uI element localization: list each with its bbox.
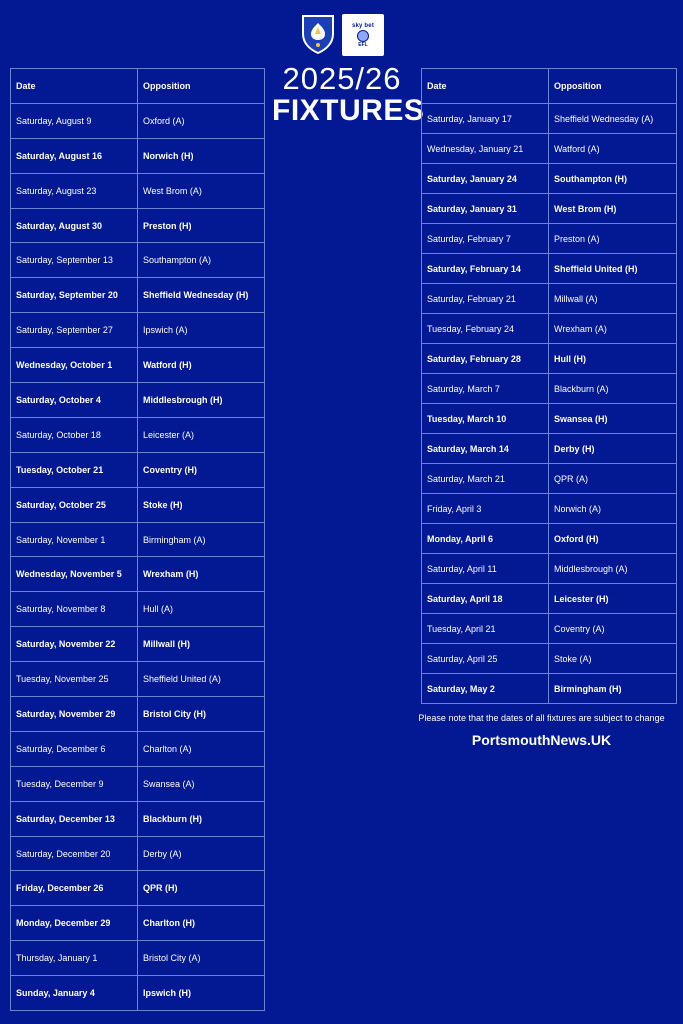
fixture-opposition: Wrexham (A) bbox=[549, 314, 677, 344]
fixture-opposition: Ipswich (A) bbox=[138, 313, 265, 348]
fixture-opposition: Sheffield United (H) bbox=[549, 254, 677, 284]
fixture-row bbox=[422, 524, 677, 554]
fixture-opposition: Middlesbrough (H) bbox=[138, 383, 265, 418]
fixture-date: Thursday, January 1 bbox=[11, 941, 138, 976]
fixture-row bbox=[11, 138, 265, 173]
fixture-row bbox=[422, 254, 677, 284]
fixture-date: Saturday, February 7 bbox=[422, 224, 549, 254]
efl-ball-icon bbox=[357, 30, 369, 42]
fixture-opposition: Blackburn (H) bbox=[138, 801, 265, 836]
fixture-row bbox=[11, 801, 265, 836]
fixture-date: Tuesday, April 21 bbox=[422, 614, 549, 644]
fixture-row bbox=[11, 557, 265, 592]
fixture-row bbox=[422, 194, 677, 224]
fixture-opposition: Norwich (H) bbox=[138, 138, 265, 173]
fixture-date: Wednesday, November 5 bbox=[11, 557, 138, 592]
fixture-row bbox=[422, 554, 677, 584]
page-title bbox=[272, 61, 425, 127]
fixture-row bbox=[422, 374, 677, 404]
fixture-date: Saturday, January 31 bbox=[422, 194, 549, 224]
fixture-opposition: Blackburn (A) bbox=[549, 374, 677, 404]
fixtures-table-left bbox=[10, 68, 265, 1011]
fixture-opposition: Birmingham (H) bbox=[549, 674, 677, 704]
fixture-date: Saturday, November 8 bbox=[11, 592, 138, 627]
fixture-date: Friday, December 26 bbox=[11, 871, 138, 906]
fixture-opposition: Oxford (H) bbox=[549, 524, 677, 554]
fixture-row bbox=[11, 662, 265, 697]
fixture-row bbox=[422, 284, 677, 314]
fixture-opposition: Watford (H) bbox=[138, 348, 265, 383]
fixture-row bbox=[11, 417, 265, 452]
fixture-date: Tuesday, November 25 bbox=[11, 662, 138, 697]
fixture-date: Tuesday, December 9 bbox=[11, 766, 138, 801]
fixtures-table-right bbox=[421, 68, 677, 704]
fixture-row bbox=[422, 164, 677, 194]
fixture-opposition: Millwall (A) bbox=[549, 284, 677, 314]
fixture-opposition: Charlton (H) bbox=[138, 906, 265, 941]
fixture-row bbox=[422, 314, 677, 344]
fixture-row bbox=[11, 836, 265, 871]
portsmouth-crest-icon bbox=[300, 14, 336, 54]
fixture-date: Wednesday, October 1 bbox=[11, 348, 138, 383]
fixture-date: Saturday, May 2 bbox=[422, 674, 549, 704]
fixture-row bbox=[11, 103, 265, 138]
fixture-row bbox=[11, 452, 265, 487]
fixture-row bbox=[11, 173, 265, 208]
fixture-opposition: Millwall (H) bbox=[138, 627, 265, 662]
fixture-date: Saturday, December 13 bbox=[11, 801, 138, 836]
site-name: PortsmouthNews.UK bbox=[471, 732, 612, 748]
fixtures-body-right bbox=[422, 104, 677, 704]
header-date: Date bbox=[11, 69, 138, 104]
header-date: Date bbox=[422, 69, 549, 104]
fixture-date: Saturday, February 14 bbox=[422, 254, 549, 284]
fixture-row bbox=[422, 134, 677, 164]
fixture-opposition: Hull (H) bbox=[549, 344, 677, 374]
efl-sky-text: sky bet bbox=[351, 22, 375, 29]
fixture-row bbox=[422, 344, 677, 374]
fixture-row bbox=[11, 383, 265, 418]
fixture-date: Monday, April 6 bbox=[422, 524, 549, 554]
fixture-date: Saturday, August 9 bbox=[11, 103, 138, 138]
fixture-opposition: Stoke (H) bbox=[138, 487, 265, 522]
fixture-date: Saturday, October 25 bbox=[11, 487, 138, 522]
fixture-row bbox=[422, 434, 677, 464]
fixture-opposition: Derby (A) bbox=[138, 836, 265, 871]
fixture-row bbox=[11, 243, 265, 278]
fixture-opposition: Preston (H) bbox=[138, 208, 265, 243]
table-header-row bbox=[11, 69, 265, 104]
fixture-date: Saturday, January 17 bbox=[422, 104, 549, 134]
fixture-opposition: Oxford (A) bbox=[138, 103, 265, 138]
fixture-date: Saturday, March 14 bbox=[422, 434, 549, 464]
fixture-date: Saturday, February 21 bbox=[422, 284, 549, 314]
fixture-date: Saturday, March 21 bbox=[422, 464, 549, 494]
fixture-opposition: Derby (H) bbox=[549, 434, 677, 464]
header-opposition: Opposition bbox=[549, 69, 677, 104]
fixture-opposition: QPR (A) bbox=[549, 464, 677, 494]
fixture-date: Saturday, November 22 bbox=[11, 627, 138, 662]
efl-championship-logo bbox=[342, 14, 384, 56]
logos bbox=[300, 14, 384, 56]
fixture-row bbox=[11, 348, 265, 383]
fixture-opposition: Birmingham (A) bbox=[138, 522, 265, 557]
fixture-row bbox=[11, 731, 265, 766]
fixture-date: Tuesday, October 21 bbox=[11, 452, 138, 487]
title-word: FIXTURES bbox=[272, 94, 425, 127]
fixture-opposition: Swansea (H) bbox=[549, 404, 677, 434]
fixture-date: Saturday, November 1 bbox=[11, 522, 138, 557]
fixture-opposition: Sheffield Wednesday (A) bbox=[549, 104, 677, 134]
fixture-date: Wednesday, January 21 bbox=[422, 134, 549, 164]
fixture-date: Saturday, January 24 bbox=[422, 164, 549, 194]
fixture-row bbox=[11, 871, 265, 906]
fixture-date: Saturday, August 30 bbox=[11, 208, 138, 243]
fixture-date: Saturday, October 18 bbox=[11, 417, 138, 452]
fixture-date: Tuesday, February 24 bbox=[422, 314, 549, 344]
fixtures-body-left bbox=[11, 103, 265, 1010]
fixture-row bbox=[11, 313, 265, 348]
fixture-row bbox=[422, 464, 677, 494]
disclaimer-note: Please note that the dates of all fixtures are subject to change bbox=[418, 713, 665, 723]
fixture-date: Saturday, April 18 bbox=[422, 584, 549, 614]
fixture-date: Saturday, August 16 bbox=[11, 138, 138, 173]
fixture-opposition: Coventry (A) bbox=[549, 614, 677, 644]
fixture-date: Saturday, September 13 bbox=[11, 243, 138, 278]
fixture-opposition: Coventry (H) bbox=[138, 452, 265, 487]
title-year: 2025/26 bbox=[282, 61, 402, 96]
fixture-opposition: Preston (A) bbox=[549, 224, 677, 254]
fixture-row bbox=[422, 404, 677, 434]
fixture-row bbox=[422, 104, 677, 134]
fixture-row bbox=[422, 614, 677, 644]
fixture-row bbox=[11, 592, 265, 627]
fixture-row bbox=[11, 208, 265, 243]
fixture-date: Saturday, September 27 bbox=[11, 313, 138, 348]
fixture-row bbox=[11, 906, 265, 941]
fixture-row bbox=[11, 627, 265, 662]
fixture-date: Sunday, January 4 bbox=[11, 976, 138, 1011]
fixture-opposition: Hull (A) bbox=[138, 592, 265, 627]
fixture-date: Saturday, February 28 bbox=[422, 344, 549, 374]
fixture-opposition: Stoke (A) bbox=[549, 644, 677, 674]
fixture-row bbox=[11, 487, 265, 522]
fixture-row bbox=[11, 766, 265, 801]
fixture-opposition: Bristol City (A) bbox=[138, 941, 265, 976]
fixture-date: Saturday, April 11 bbox=[422, 554, 549, 584]
fixture-opposition: Sheffield Wednesday (H) bbox=[138, 278, 265, 313]
fixture-date: Monday, December 29 bbox=[11, 906, 138, 941]
fixture-date: Friday, April 3 bbox=[422, 494, 549, 524]
fixture-date: Saturday, October 4 bbox=[11, 383, 138, 418]
fixture-row bbox=[422, 584, 677, 614]
fixture-date: Saturday, April 25 bbox=[422, 644, 549, 674]
fixture-opposition: Norwich (A) bbox=[549, 494, 677, 524]
table-header-row bbox=[422, 69, 677, 104]
fixture-opposition: Charlton (A) bbox=[138, 731, 265, 766]
fixture-opposition: Swansea (A) bbox=[138, 766, 265, 801]
fixture-opposition: Leicester (A) bbox=[138, 417, 265, 452]
fixture-date: Saturday, December 20 bbox=[11, 836, 138, 871]
fixture-opposition: Southampton (H) bbox=[549, 164, 677, 194]
fixture-date: Saturday, December 6 bbox=[11, 731, 138, 766]
efl-text: EFL bbox=[358, 41, 368, 48]
fixture-row bbox=[11, 278, 265, 313]
fixture-row bbox=[422, 494, 677, 524]
fixture-opposition: Middlesbrough (A) bbox=[549, 554, 677, 584]
fixture-row bbox=[11, 697, 265, 732]
fixture-row bbox=[11, 941, 265, 976]
fixture-opposition: West Brom (A) bbox=[138, 173, 265, 208]
header-opposition: Opposition bbox=[138, 69, 265, 104]
fixture-opposition: West Brom (H) bbox=[549, 194, 677, 224]
fixture-row bbox=[11, 522, 265, 557]
fixture-row bbox=[422, 644, 677, 674]
fixture-opposition: Sheffield United (A) bbox=[138, 662, 265, 697]
fixture-date: Saturday, September 20 bbox=[11, 278, 138, 313]
fixture-opposition: Southampton (A) bbox=[138, 243, 265, 278]
fixture-opposition: Ipswich (H) bbox=[138, 976, 265, 1011]
fixture-row bbox=[11, 976, 265, 1011]
fixture-opposition: Bristol City (H) bbox=[138, 697, 265, 732]
fixture-date: Saturday, March 7 bbox=[422, 374, 549, 404]
fixture-date: Saturday, November 29 bbox=[11, 697, 138, 732]
fixture-opposition: Wrexham (H) bbox=[138, 557, 265, 592]
fixture-opposition: Watford (A) bbox=[549, 134, 677, 164]
fixture-date: Saturday, August 23 bbox=[11, 173, 138, 208]
fixture-opposition: QPR (H) bbox=[138, 871, 265, 906]
fixture-date: Tuesday, March 10 bbox=[422, 404, 549, 434]
fixture-row bbox=[422, 674, 677, 704]
fixture-row bbox=[422, 224, 677, 254]
fixture-opposition: Leicester (H) bbox=[549, 584, 677, 614]
